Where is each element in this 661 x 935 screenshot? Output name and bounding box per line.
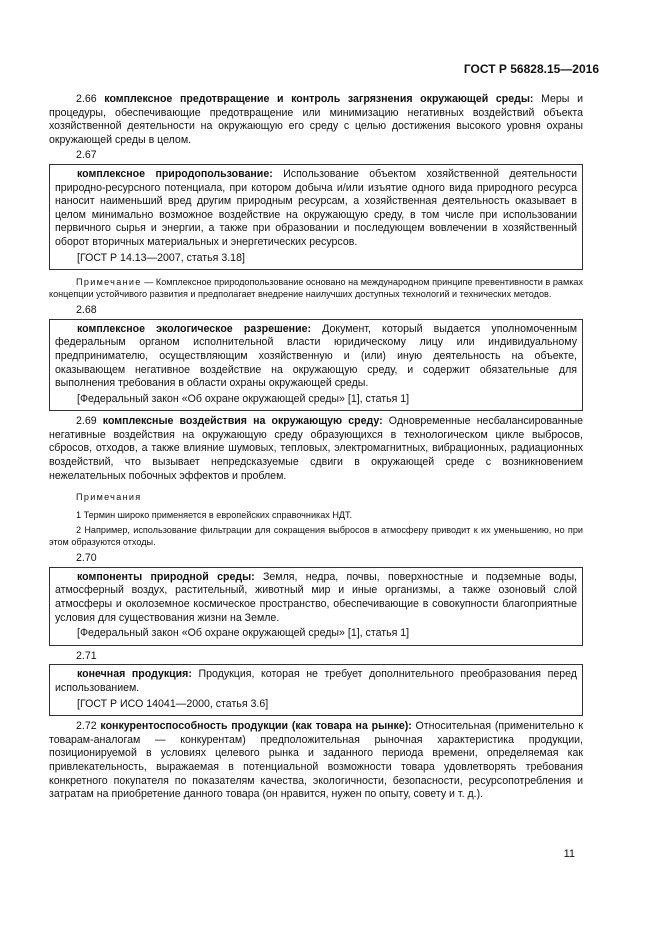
- note-1-2-69: 1 Термин широко применяется в европейских справочниках НДТ.: [76, 510, 353, 521]
- term-title: конкурентоспособность продукции (как товара на рынке):: [100, 720, 412, 733]
- term-2-72: [49, 720, 583, 802]
- term-definition: Документ, который выдается уполномоченным федеральным органом исполнительной власти юридическому лицу или индивидуальному предпринимателю, осуществляющим хозяйственную и (или) иную деятельность на объекте, оказывающем негативное воздействие на окружающую среду, и содержит обязательные для выполнения требования в области охраны окружающей среды.: [55, 322, 577, 390]
- term-number: 2.66: [76, 93, 97, 105]
- term-definition: Относительная (применительно к товарам-аналогам — конкурентам) предположительная рыночная характеристика продукции, позиционируемой в условиях целевого рынка и заданного периода времени, определяемая как привлекательность, выражаемая в потенциальной возможности товара удовлетворять требования конкретного покупателя по показателям качества, экологичности, безопасности, ресурсопотребления и затратам на приобретение данного товара (он нравится, нужен по опыту, совету и т. д.).: [49, 720, 583, 801]
- term-title: компоненты природной среды:: [77, 570, 255, 583]
- term-source: [Федеральный закон «Об охране окружающей среды» [1], статья 1]: [77, 392, 410, 405]
- term-title: комплексное предотвращение и контроль загрязнения окружающей среды:: [104, 93, 534, 105]
- term-2-66: [49, 93, 583, 147]
- definition-box-2-70: [49, 567, 583, 646]
- definition-box-2-71: [49, 664, 583, 716]
- term-title: комплексное природопользование:: [77, 167, 273, 180]
- term-definition: Использование объектом хозяйственной деятельности природно-ресурсного потенциала, при котором добыча и/или изъятие одного вида природного ресурса наносит наименьший вред другим природным ресурсам, а хозяйственная деятельность оказывает в целом минимально возможное воздействие на окружающую среду, в том числе при использовании первичного сырья и энергии, а также при образовании и последующем вовлечении в хозяйственный оборот вторичных материальных и энергетических ресурсов.: [55, 167, 577, 248]
- term-title: конечная продукция:: [77, 668, 192, 681]
- note-text: — Комплексное природопользование основано на международном принципе превентивности в рамках концепции устойчивого развития и предполагает внедрение наилучших доступных технологий и технических методов.: [49, 277, 583, 300]
- term-2-69: [49, 415, 583, 483]
- note-2-67: [49, 276, 583, 300]
- term-number: 2.72: [76, 720, 97, 733]
- term-definition: Продукция, которая не требует дополнительного преобразования перед использованием.: [55, 668, 577, 694]
- term-title: комплексное экологическое разрешение:: [77, 322, 312, 335]
- term-definition: Меры и процедуры, обеспечивающие предотвращение или минимизацию негативных воздействий объекта хозяйственной деятельности на окружающую его среду с целью достижения высокого уровня охраны окружающей среды в целом.: [49, 93, 583, 146]
- definition-box-2-68: [49, 319, 583, 412]
- notes-label-2-69: Примечания: [76, 492, 142, 503]
- term-number-2-70: 2.70: [76, 552, 97, 565]
- page-number: 11: [563, 848, 575, 860]
- term-source: [ГОСТ Р ИСО 14041—2000, статья 3.6]: [77, 697, 269, 710]
- term-number-2-68: 2.68: [76, 304, 97, 317]
- term-source: [Федеральный закон «Об охране окружающей среды» [1], статья 1]: [77, 627, 410, 640]
- definition-box-2-67: [49, 164, 583, 270]
- term-source: [ГОСТ Р 14.13—2007, статья 3.18]: [77, 251, 245, 264]
- note-label: Примечание: [76, 277, 142, 288]
- document-body: [49, 93, 583, 802]
- term-number: 2.69: [76, 415, 97, 428]
- term-number-2-67: 2.67: [76, 149, 97, 162]
- document-header: ГОСТ Р 56828.15—2016: [463, 62, 599, 76]
- term-title: комплексные воздействия на окружающую среду:: [102, 415, 383, 428]
- term-definition: Одновременные несбалансированные негативные воздействия на окружающую среду образующихся в технологическом цикле выбросов, сбросов, отходов, а также влияние шумовых, тепловых, электромагнитных, вибрационных, радиационных воздействий, что вызывает непредсказуемые сдвиги в окружающей среде с возникновением нежелательных побочных эффектов и проблем.: [49, 415, 583, 482]
- term-number-2-71: 2.71: [76, 649, 97, 662]
- note-2-2-69: 2 Например, использование фильтрации для сокращения выбросов в атмосферу приводит к их уменьшению, но при этом образуются отходы.: [49, 525, 583, 548]
- term-definition: Земля, недра, почвы, поверхностные и подземные воды, атмосферный воздух, растительный, животный мир и иные организмы, а также озоновый слой атмосферы и околоземное космическое пространство, обеспечивающие в совокупности благоприятные условия для существования жизни на Земле.: [55, 570, 577, 624]
